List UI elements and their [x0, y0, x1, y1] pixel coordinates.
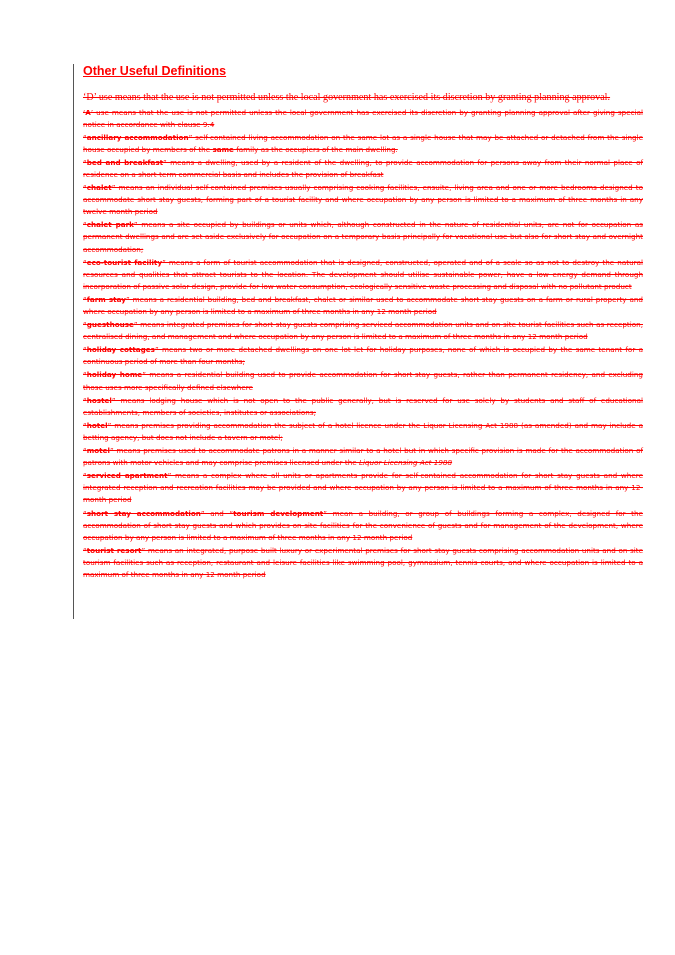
definition-text: ” and “ — [200, 508, 234, 518]
definition-text: “ — [83, 183, 87, 193]
definition-text: “ — [83, 257, 87, 267]
definition-term: same — [212, 144, 234, 154]
definition-text: ” means integrated premises for short-stay guests comprising serviced accommodation units and on-site tourist facilities such as reception, centralised dining, and management and where occupation by any person is limited to a maximum of three months in any 12 month period — [83, 320, 643, 342]
definition-item — [83, 107, 643, 131]
definition-text: ’ use means that the use is not permitted unless the local government has exercised its discretion by granting planning approval after giving special notice in accordance with clause 9.4 — [83, 107, 643, 129]
change-bar — [73, 64, 74, 619]
definition-text: family as the occupiers of the main dwelling. — [233, 144, 398, 154]
lead-definition: ‘D’ use means that the use is not permitted unless the local government has exercised its discretion by granting planning approval. — [83, 92, 611, 103]
section-heading: Other Useful Definitions — [83, 64, 227, 78]
definition-text: ” self-contained living accommodation on the same lot as a single house that may be attached or detached from the single house occupied by members of the — [83, 132, 643, 154]
definition-text: ” means a site occupied by buildings or units which, although constructed in the nature of residential units, are not for occupation as permanent dwellings and are set aside exclusively for occupation on a temporary basis principally for vacational use but also for short stay and overnight accommodation; — [83, 220, 643, 254]
definition-text: ” means a residential building, bed and breakfast, chalet or similar used to accommodate short-stay guests on a farm or rural property and where occupation by any person is limited to a maximum of three months in any 12 month period — [83, 294, 643, 316]
definition-term: chalet park — [86, 220, 134, 230]
definition-term: hostel — [86, 395, 112, 405]
definition-text: ” means a form of tourist accommodation that is designed, constructed, operated and of a scale so as not to destroy the natural resources and qualities that attract tourists to the location. The development should utilise sustainable power, have a low energy demand through incorporation of passive solar design, provide for low water consumption, ecologically sensitive waste processing and disposal with no pollutant product — [83, 257, 643, 291]
definition-text: “ — [83, 132, 87, 142]
definition-item — [83, 369, 643, 393]
definition-term: guesthouse — [86, 320, 134, 330]
definition-text: “ — [83, 420, 87, 430]
definition-item — [83, 445, 643, 469]
definition-item — [83, 219, 643, 255]
definition-term: eco-tourist facility — [86, 257, 163, 267]
definition-item — [83, 395, 643, 419]
definition-text: ‘ — [83, 107, 86, 117]
definition-text: ” means premises providing accommodation the subject of a hotel licence under the Liquor Licensing Act 1988 (as amended) and may include a betting agency, but does not include a tavern or motel; — [83, 420, 643, 442]
definition-text: ” means a dwelling, used by a resident of the dwelling, to provide accommodation for persons away from their normal place of residence on a short-term commercial basis and includes the provision of breakfast — [83, 157, 643, 179]
definition-term: serviced apartment — [86, 471, 168, 481]
definition-text: ” means a residential building used to provide accommodation for short-stay guests, rather than permanent residency, and excluding those uses more specifically defined elsewhere — [83, 370, 643, 392]
definition-text: “ — [83, 471, 87, 481]
definition-text: ” mean a building, or group of buildings forming a complex, designed for the accommodation of short stay guests and which provides on-site facilities for the convenience of guests and for management of the development, where occupation by any person is limited to a maximum of three months in any 12 month period — [83, 508, 643, 542]
definition-term: A — [85, 107, 91, 117]
definition-item — [83, 257, 643, 293]
definition-text: Liquor Licensing Act 1988 — [358, 458, 453, 468]
definition-term: hotel — [86, 420, 108, 430]
definition-term: holiday cottages — [86, 345, 155, 355]
definition-item — [83, 319, 643, 343]
definition-term: tourism development — [233, 508, 324, 518]
definition-text: “ — [83, 446, 87, 456]
definition-text: “ — [83, 545, 87, 555]
definition-text: ” means premises used to accommodate patrons in a manner similar to a hotel but in which specific provision is made for the accommodation of patrons with motor vehicles and may comprise premises licensed under the — [83, 446, 643, 468]
definition-text: “ — [83, 220, 87, 230]
definition-text: “ — [83, 345, 87, 355]
definitions-section — [83, 62, 643, 582]
definition-term: ancillary accommodation — [86, 132, 189, 142]
definition-term: holiday home — [86, 370, 143, 380]
definitions-list — [83, 107, 643, 582]
definition-text: “ — [83, 294, 87, 304]
definition-term: tourist resort — [86, 545, 142, 555]
definition-term: bed and breakfast — [86, 157, 164, 167]
definition-item — [83, 182, 643, 218]
definition-text: ” means an integrated, purpose built luxury or experimental premises for short stay guests comprising accommodation units and on-site tourism facilities such as reception, restaurant and leisure facilities like swimming pool, gymnasium, tennis courts, and where occupation is limited to a maximum of three months in any 12 month period — [83, 545, 643, 579]
definition-text: ” means an individual self-contained premises usually comprising cooking facilities, ensuite, living area and one or more bedrooms designed to accommodate short stay guests, forming part of a tourist facility and where occupation by any person is limited to a maximum of three months in any twelve month period — [83, 183, 643, 217]
definition-text: ” means two or more detached dwellings on one lot let for holiday purposes, none of which is occupied by the same tenant for a continuous period of more than four months; — [83, 345, 643, 367]
definition-text: “ — [83, 320, 87, 330]
definition-item — [83, 508, 643, 544]
definition-term: motel — [86, 446, 110, 456]
definition-text: “ — [83, 370, 87, 380]
definition-text: ” means lodging house which is not open to the public generally, but is reserved for use solely by students and staff of educational establishments, members of societies, institutes or associations; — [83, 395, 643, 417]
definition-item — [83, 294, 643, 318]
definition-term: chalet — [86, 183, 112, 193]
definition-item — [83, 420, 643, 444]
definition-item — [83, 157, 643, 181]
definition-text: ” means a complex where all units or apartments provide for self-contained accommodation for short stay guests and where integrated reception and recreation facilities may be provided and where occupation by any person is limited to a maximum of three months in any 12-month period — [83, 471, 644, 505]
definition-term: short stay accommodation — [86, 508, 201, 518]
definition-item — [83, 344, 643, 368]
definition-item — [83, 132, 643, 156]
definition-text: “ — [83, 395, 87, 405]
definition-text: “ — [83, 157, 87, 167]
definition-item — [83, 470, 643, 506]
definition-item — [83, 545, 643, 581]
definition-text: “ — [83, 508, 87, 518]
definition-term: farm stay — [86, 294, 126, 304]
